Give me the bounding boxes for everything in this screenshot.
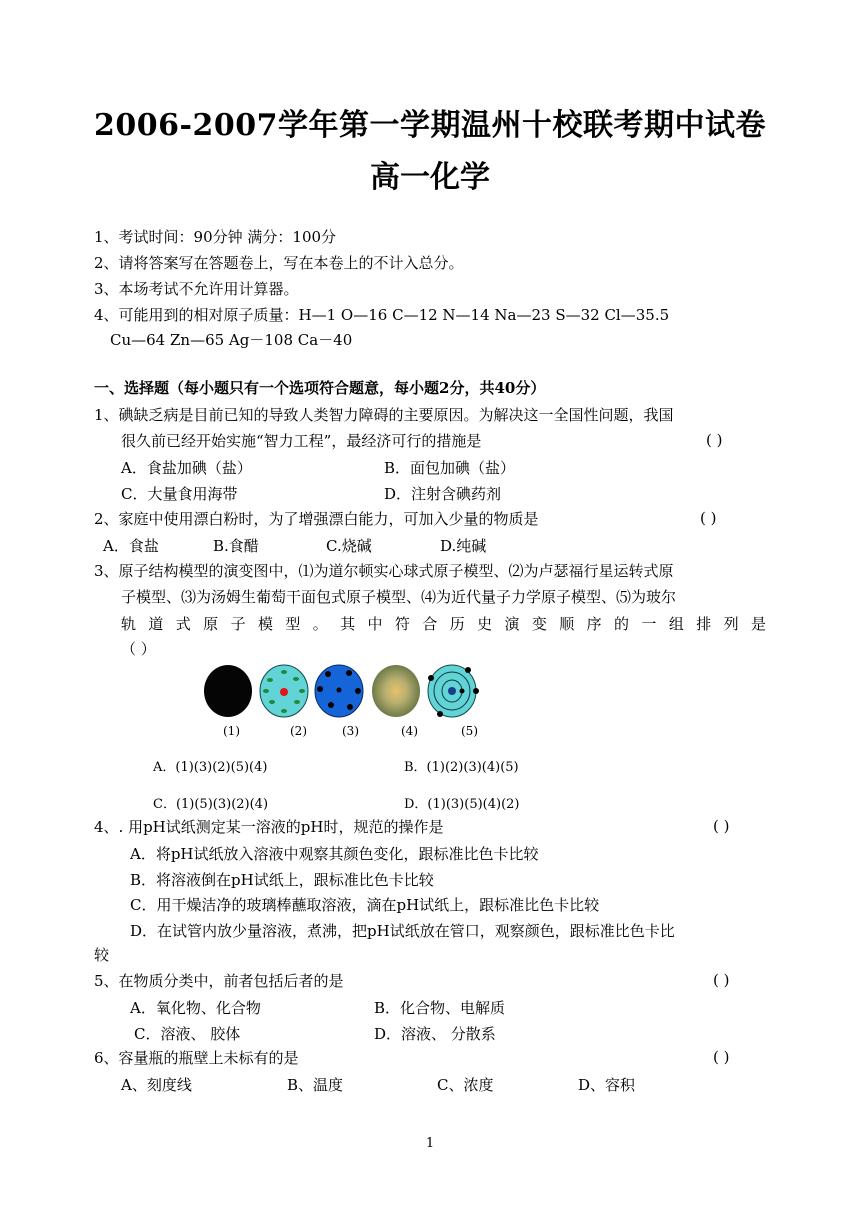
atom-models-figure — [200, 658, 490, 724]
figure-label-1: (1) — [223, 724, 240, 738]
figure-label-4: (4) — [401, 724, 418, 738]
dalton-model-icon — [204, 665, 252, 717]
quantum-model-icon — [372, 665, 420, 717]
option-d: D．在试管内放少量溶液，煮沸，把pH试纸放在管口，观察颜色，跟标准比色卡比 — [130, 922, 675, 940]
figure-label-5: (5) — [461, 724, 478, 738]
answer-paren: ( ) — [713, 1048, 730, 1066]
bohr-model-icon — [428, 665, 479, 717]
section-heading: 一、选择题（每小题只有一个选项符合题意，每小题2分，共40分） — [94, 379, 546, 397]
option-d: D．溶液、 分散系 — [374, 1025, 496, 1043]
question-5-text: 5、在物质分类中，前者包括后者的是 — [94, 972, 344, 990]
option-d-wrap: 较 — [94, 946, 110, 964]
option-b: B．面包加碘（盐） — [384, 459, 516, 477]
option-b: B．(1)(2)(3)(4)(5) — [404, 760, 519, 775]
figure-label-2: (2) — [290, 724, 307, 738]
option-c: C．用干燥洁净的玻璃棒蘸取溶液，滴在pH试纸上，跟标准比色卡比较 — [130, 896, 600, 914]
answer-paren: ( ) — [706, 431, 723, 449]
option-a: A．将pH试纸放入溶液中观察其颜色变化，跟标准比色卡比较 — [130, 845, 539, 863]
page-subtitle: 高一化学 — [370, 160, 490, 195]
option-b: B、温度 — [287, 1076, 344, 1094]
option-a: A．氧化物、化合物 — [130, 999, 261, 1017]
answer-paren: ( ) — [713, 971, 730, 989]
option-a: A、刻度线 — [121, 1076, 192, 1094]
option-b: B．将溶液倒在pH试纸上，跟标准比色卡比较 — [130, 871, 434, 889]
question-2-text: 2、家庭中使用漂白粉时，为了增强漂白能力，可加入少量的物质是 — [94, 510, 539, 528]
option-c: C．(1)(5)(3)(2)(4) — [153, 797, 269, 812]
option-d: D．注射含碘药剂 — [384, 485, 502, 503]
option-c: C.烧碱 — [326, 537, 372, 555]
question-1-text: 1、碘缺乏病是目前已知的导致人类智力障碍的主要原因。为解决这一全国性问题，我国 — [94, 406, 674, 424]
answer-paren: ( ) — [700, 509, 717, 527]
option-c: C、浓度 — [437, 1076, 494, 1094]
note-2: 2、请将答案写在答题卷上，写在本卷上的不计入总分。 — [94, 254, 464, 272]
question-3-text: 3、原子结构模型的演变图中，⑴为道尔顿实心球式原子模型、⑵为卢瑟福行星运转式原 — [94, 562, 674, 580]
option-c: C．溶液、 胶体 — [134, 1025, 241, 1043]
question-4-text: 4、. 用pH试纸测定某一溶液的pH时，规范的操作是 — [94, 818, 444, 836]
page-title: 2006-2007学年第一学期温州十校联考期中试卷 — [94, 108, 766, 143]
figure-label-3: (3) — [342, 724, 359, 738]
option-a: A．食盐加碘（盐） — [121, 459, 252, 477]
note-3: 3、本场考试不允许用计算器。 — [94, 280, 299, 298]
answer-paren: ( ) — [713, 817, 730, 835]
option-b: B．化合物、电解质 — [374, 999, 506, 1017]
option-d: D．(1)(3)(5)(4)(2) — [404, 797, 520, 812]
note-1: 1、考试时间：90分钟 满分：100分 — [94, 228, 337, 246]
page-number: 1 — [425, 1136, 435, 1151]
option-c: C．大量食用海带 — [121, 485, 238, 503]
option-d: D.纯碱 — [440, 537, 487, 555]
answer-paren: （ ） — [121, 640, 156, 658]
note-4-cont: Cu—64 Zn—65 Ag－108 Ca－40 — [110, 331, 353, 349]
question-1-text-cont: 很久前已经开始实施“智力工程”，最经济可行的措施是 — [121, 432, 482, 450]
option-d: D、容积 — [578, 1076, 636, 1094]
question-3-text-cont: 子模型、⑶为汤姆生葡萄干面包式原子模型、⑷为近代量子力学原子模型、⑸为玻尔 — [121, 588, 677, 606]
option-a: A．(1)(3)(2)(5)(4) — [153, 760, 268, 775]
pudding-model-icon — [260, 665, 308, 717]
question-3-text-cont-2: 轨道式原子模型。其中符合历史演变顺序的一组排列是 — [121, 615, 766, 633]
question-6-text: 6、容量瓶的瓶壁上未标有的是 — [94, 1049, 299, 1067]
option-a: A．食盐 — [103, 537, 159, 555]
thomson-model-icon — [315, 665, 363, 717]
note-4: 4、可能用到的相对原子质量：H—1 O—16 C—12 N—14 Na—23 S—32 Cl—35.5 — [94, 306, 670, 324]
option-b: B.食醋 — [213, 537, 259, 555]
